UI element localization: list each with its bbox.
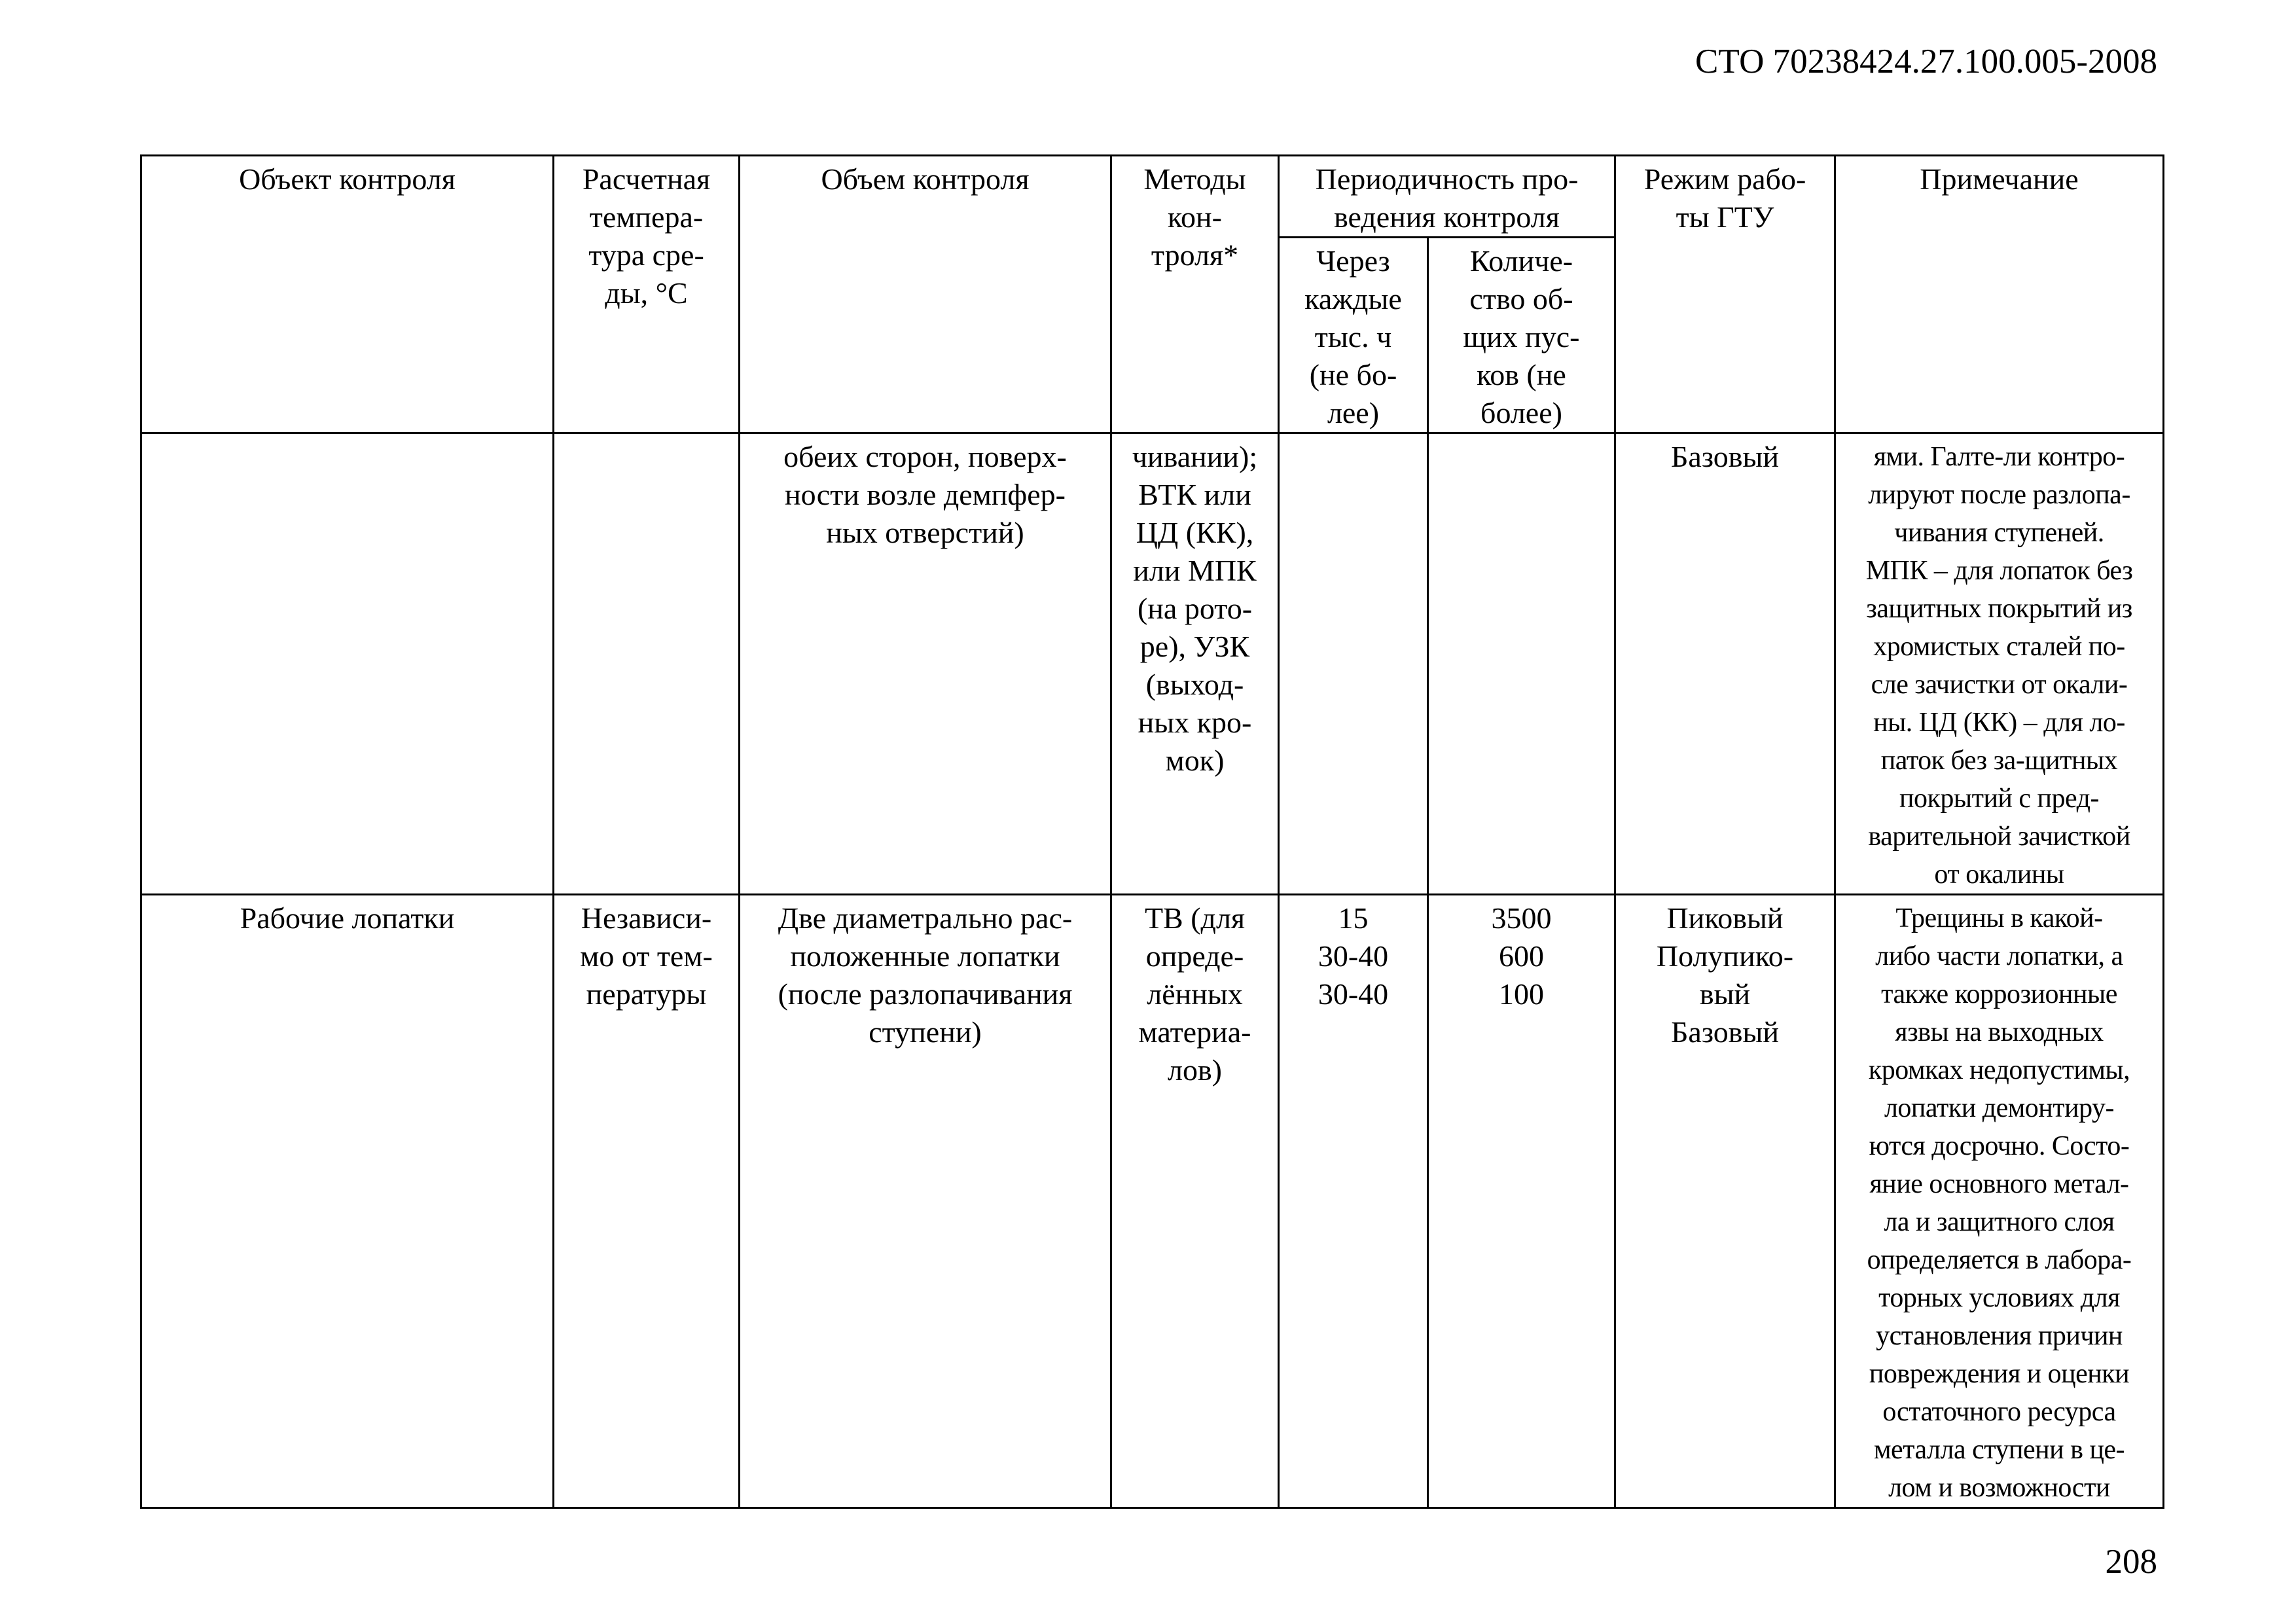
cell-note: ями. Галте-ли контро- лируют после разлопа- чивания ступеней. МПК – для лопаток без защитных покрытий из хромистых сталей по- сле зачистки от окали- ны. ЦД (КК) – для ло- паток без за-щитных покрытий с пред- варительной зачисткой от окалины <box>1835 433 2164 895</box>
page-number: 208 <box>2105 1543 2157 1581</box>
header-mode: Режим рабо- ты ГТУ <box>1615 156 1835 433</box>
table-row <box>141 433 2164 895</box>
cell-methods: чивании); ВТК или ЦД (КК), или МПК (на рото- ре), УЗК (выход- ных кро- мок) <box>1111 433 1279 895</box>
header-temperature: Расчетная темпера- тура сре- ды, °С <box>554 156 740 433</box>
cell-every-thousand-hours: 15 30-40 30-40 <box>1279 895 1428 1508</box>
cell-temperature <box>554 433 740 895</box>
header-methods: Методы кон- троля* <box>1111 156 1279 433</box>
cell-every-thousand-hours <box>1279 433 1428 895</box>
cell-starts-count: 3500 600 100 <box>1428 895 1615 1508</box>
control-table <box>140 154 2164 1509</box>
cell-mode: Пиковый Полупико- вый Базовый <box>1615 895 1835 1508</box>
cell-scope: Две диаметрально рас- положенные лопатки (после разлопачивания ступени) <box>740 895 1111 1508</box>
cell-starts-count <box>1428 433 1615 895</box>
cell-object <box>141 433 554 895</box>
document-code: СТО 70238424.27.100.005-2008 <box>1695 43 2157 81</box>
cell-object: Рабочие лопатки <box>141 895 554 1508</box>
table-row <box>141 895 2164 1508</box>
header-row-1 <box>141 156 2164 238</box>
cell-methods: ТВ (для опреде- лённых материа- лов) <box>1111 895 1279 1508</box>
header-every-thousand-hours: Через каждые тыс. ч (не бо- лее) <box>1279 238 1428 433</box>
header-object: Объект контроля <box>141 156 554 433</box>
header-note: Примечание <box>1835 156 2164 433</box>
header-starts-count: Количе- ство об- щих пус- ков (не более) <box>1428 238 1615 433</box>
cell-scope: обеих сторон, поверх- ности возле демпфер- ных отверстий) <box>740 433 1111 895</box>
cell-note: Трещины в какой- либо части лопатки, а также коррозионные язвы на выходных кромках недопустимы, лопатки демонтиру- ются досрочно. Состо- яние основного метал- ла и защитного слоя определяется в лабора- торных условиях для установления причин повреждения и оценки остаточного ресурса металла ступени в це- лом и возможности <box>1835 895 2164 1508</box>
header-scope: Объем контроля <box>740 156 1111 433</box>
header-periodicity: Периодичность про- ведения контроля <box>1279 156 1615 238</box>
cell-temperature: Независи- мо от тем- пературы <box>554 895 740 1508</box>
cell-mode: Базовый <box>1615 433 1835 895</box>
